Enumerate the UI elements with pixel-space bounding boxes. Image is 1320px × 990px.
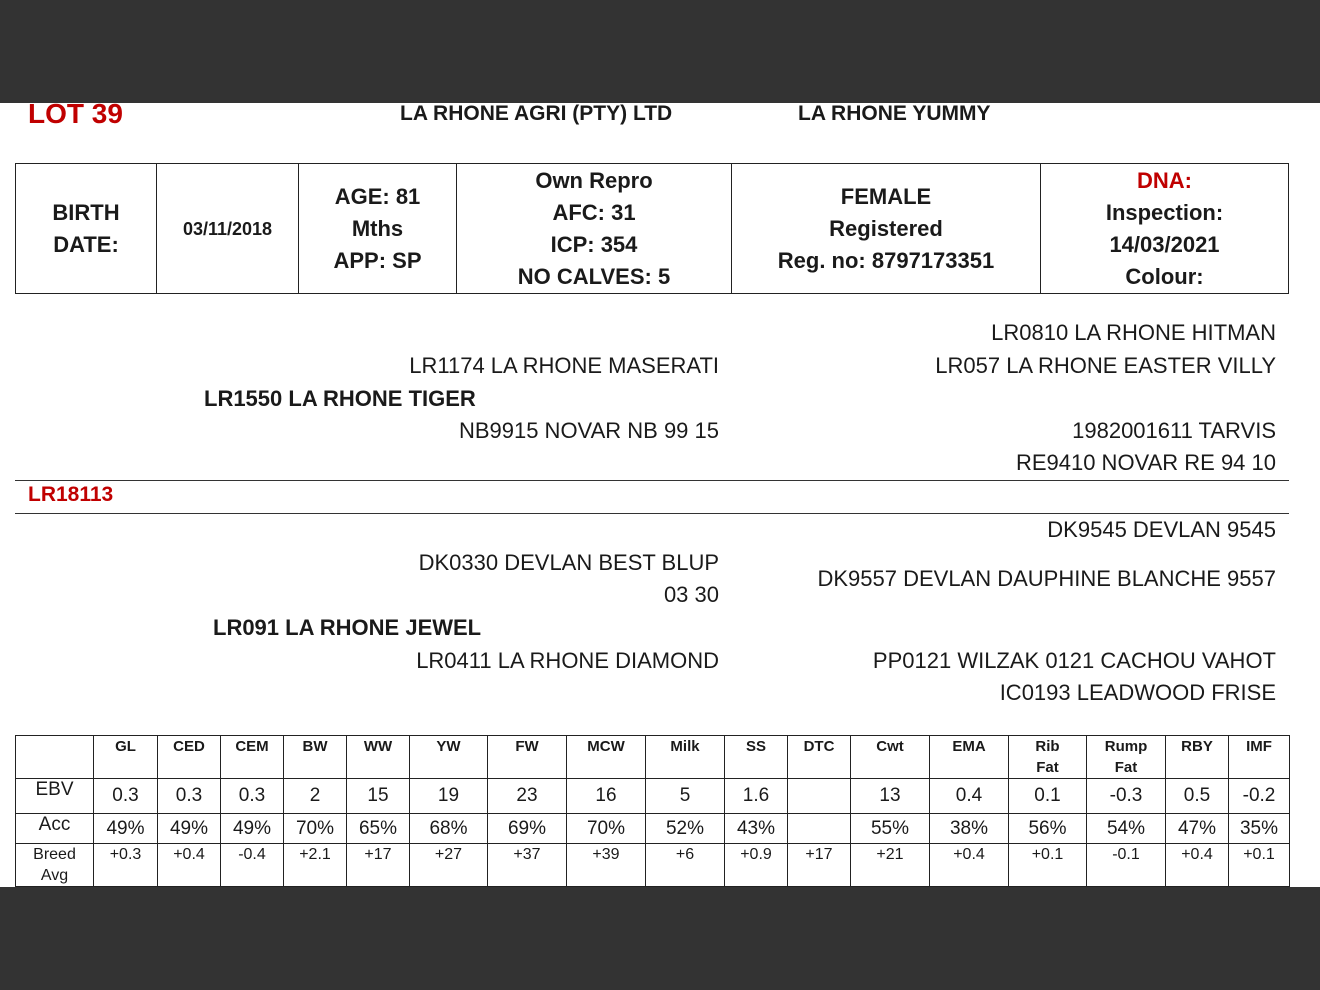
ebv-cell: 65%: [347, 814, 410, 844]
ebv-cell: 0.3: [221, 779, 284, 814]
ebv-column-header: IMF: [1229, 736, 1290, 779]
ebv-column-header: CED: [158, 736, 221, 779]
ebv-row-label: Breed Avg: [16, 844, 94, 887]
ebv-column-header: YW: [410, 736, 488, 779]
ebv-cell: 0.3: [94, 779, 158, 814]
sire-sire-sire: LR0810 LA RHONE HITMAN: [991, 320, 1276, 345]
ebv-cell: +0.3: [94, 844, 158, 887]
ebv-cell: +27: [410, 844, 488, 887]
birth-date-value: 03/11/2018: [157, 164, 299, 294]
birth-date-label: BIRTH DATE:: [16, 164, 157, 294]
ebv-row-label: Acc: [16, 814, 94, 844]
ebv-cell: -0.1: [1087, 844, 1166, 887]
ebv-cell: 49%: [94, 814, 158, 844]
bottom-dark-band: [0, 887, 1320, 990]
registration-number: LR18113: [28, 483, 114, 506]
ebv-cell: 1.6: [725, 779, 788, 814]
ebv-column-header: Cwt: [851, 736, 930, 779]
ebv-cell: 35%: [1229, 814, 1290, 844]
ebv-cell: -0.2: [1229, 779, 1290, 814]
dam-sire-line-2: 03 30: [663, 582, 719, 607]
ebv-cell: 47%: [1166, 814, 1229, 844]
ebv-cell: 13: [851, 779, 930, 814]
ebv-column-header: BW: [284, 736, 347, 779]
ebv-cell: +0.4: [930, 844, 1009, 887]
ebv-table: [15, 735, 1290, 887]
sire-sire: LR1174 LA RHONE MASERATI: [409, 353, 719, 378]
ebv-column-header: MCW: [567, 736, 646, 779]
ebv-cell: +17: [347, 844, 410, 887]
dam-sire: DK0330 DEVLAN BEST BLUP: [418, 550, 719, 575]
ebv-cell: +2.1: [284, 844, 347, 887]
ebv-cell: +39: [567, 844, 646, 887]
dam-sire-sire: DK9545 DEVLAN 9545: [1047, 517, 1276, 542]
ebv-cell: +6: [646, 844, 725, 887]
ebv-cell: 16: [567, 779, 646, 814]
ebv-cell: +17: [788, 844, 851, 887]
ebv-cell: 43%: [725, 814, 788, 844]
sire-dam-sire: 1982001611 TARVIS: [1072, 418, 1276, 443]
ebv-cell: 49%: [221, 814, 284, 844]
sire-dam-dam: RE9410 NOVAR RE 94 10: [1015, 450, 1276, 475]
dam: LR091 LA RHONE JEWEL: [213, 615, 482, 640]
ebv-cell: 54%: [1087, 814, 1166, 844]
ebv-column-header: Rump Fat: [1087, 736, 1166, 779]
ebv-cell: 15: [347, 779, 410, 814]
lot-number: LOT 39: [28, 98, 123, 129]
animal-name: LA RHONE YUMMY: [798, 102, 991, 125]
ebv-column-header: Milk: [646, 736, 725, 779]
ebv-cell: 69%: [488, 814, 567, 844]
ebv-cell: +37: [488, 844, 567, 887]
ebv-cell: 38%: [930, 814, 1009, 844]
ebv-row: [16, 814, 1290, 844]
dam-dam: LR0411 LA RHONE DIAMOND: [416, 648, 719, 673]
sire: LR1550 LA RHONE TIGER: [204, 386, 476, 411]
dna-cell: DNA: Inspection: 14/03/2021 Colour:: [1041, 164, 1289, 294]
sire-dam: NB9915 NOVAR NB 99 15: [458, 418, 719, 443]
ebv-cell: +0.1: [1009, 844, 1087, 887]
ebv-cell: +0.4: [1166, 844, 1229, 887]
ebv-cell: +21: [851, 844, 930, 887]
dam-sire-dam: DK9557 DEVLAN DAUPHINE BLANCHE 9557: [817, 566, 1276, 591]
ebv-cell: +0.1: [1229, 844, 1290, 887]
ebv-column-header: SS: [725, 736, 788, 779]
ebv-cell: 70%: [284, 814, 347, 844]
ebv-cell: 52%: [646, 814, 725, 844]
ebv-cell: 55%: [851, 814, 930, 844]
ebv-cell: 5: [646, 779, 725, 814]
ebv-cell: 49%: [158, 814, 221, 844]
breeder-name: LA RHONE AGRI (PTY) LTD: [400, 102, 673, 125]
ebv-header-row: [16, 736, 1290, 779]
ebv-cell: 19: [410, 779, 488, 814]
ebv-cell: 0.1: [1009, 779, 1087, 814]
ebv-cell: 0.5: [1166, 779, 1229, 814]
ebv-cell: 2: [284, 779, 347, 814]
ebv-column-header: DTC: [788, 736, 851, 779]
ebv-column-header: EMA: [930, 736, 1009, 779]
dam-dam-dam: IC0193 LEADWOOD FRISE: [999, 680, 1276, 705]
info-table: [15, 163, 1289, 294]
ebv-cell: [788, 779, 851, 814]
ebv-corner-cell: [16, 736, 94, 779]
ebv-cell: 70%: [567, 814, 646, 844]
ebv-cell: +0.4: [158, 844, 221, 887]
age-cell: AGE: 81 Mths APP: SP: [299, 164, 457, 294]
ebv-cell: -0.4: [221, 844, 284, 887]
ebv-cell: 56%: [1009, 814, 1087, 844]
ebv-column-header: FW: [488, 736, 567, 779]
top-dark-band: [0, 0, 1320, 103]
dam-dam-sire: PP0121 WILZAK 0121 CACHOU VAHOT: [872, 648, 1276, 673]
ebv-row: [16, 779, 1290, 814]
ebv-column-header: WW: [347, 736, 410, 779]
ebv-cell: 23: [488, 779, 567, 814]
ebv-row-label: EBV: [16, 779, 94, 814]
ebv-cell: -0.3: [1087, 779, 1166, 814]
ebv-cell: +0.9: [725, 844, 788, 887]
ebv-cell: 68%: [410, 814, 488, 844]
ebv-column-header: Rib Fat: [1009, 736, 1087, 779]
repro-cell: Own Repro AFC: 31 ICP: 354 NO CALVES: 5: [457, 164, 732, 294]
registration-cell: FEMALE Registered Reg. no: 8797173351: [732, 164, 1041, 294]
sire-sire-dam: LR057 LA RHONE EASTER VILLY: [935, 353, 1276, 378]
ebv-column-header: CEM: [221, 736, 284, 779]
ebv-cell: [788, 814, 851, 844]
ebv-cell: 0.4: [930, 779, 1009, 814]
ebv-column-header: RBY: [1166, 736, 1229, 779]
ebv-column-header: GL: [94, 736, 158, 779]
ebv-row: [16, 844, 1290, 887]
divider-top: [15, 480, 1289, 481]
ebv-cell: 0.3: [158, 779, 221, 814]
